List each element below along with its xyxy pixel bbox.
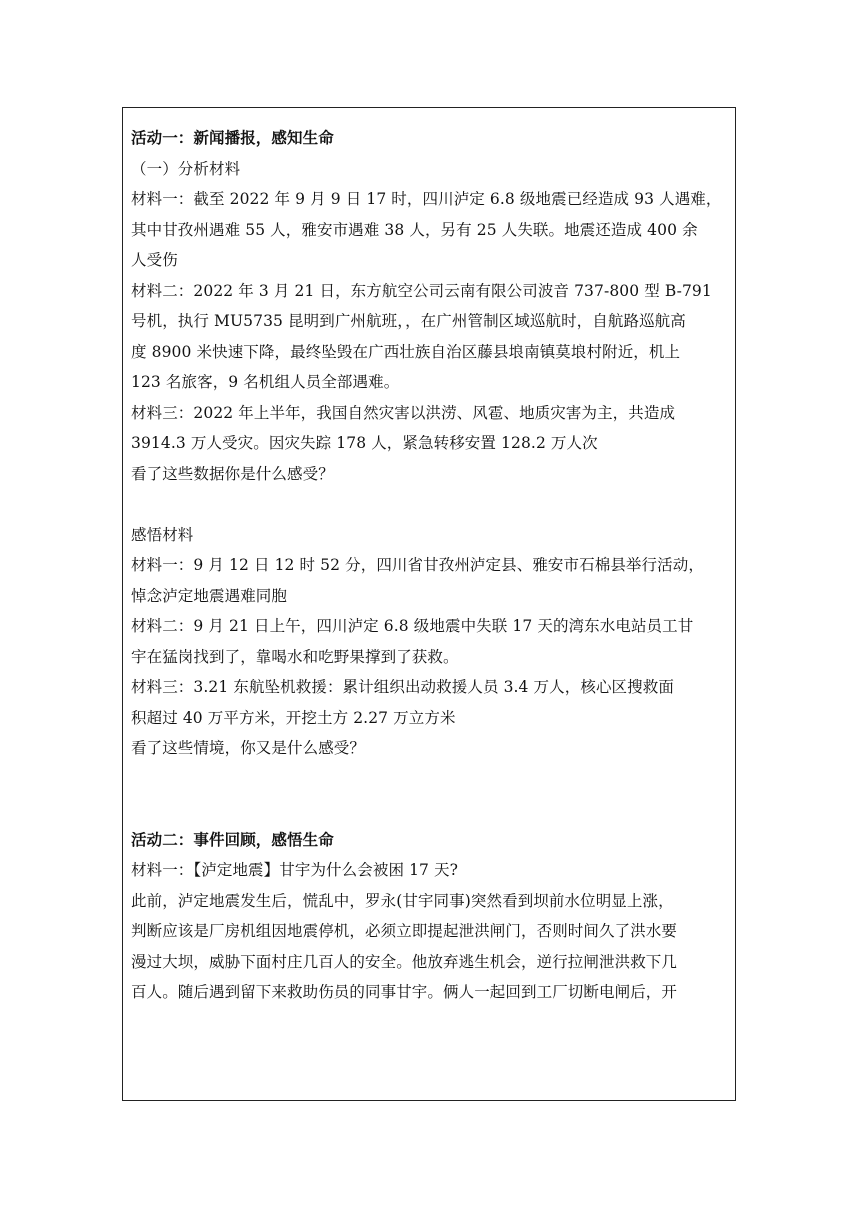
question-1: 看了这些数据你是什么感受？	[131, 464, 334, 483]
text-line: 材料一：截至 2022 年 9 月 9 日 17 时，四川泸定 6.8 级地震已经造成 93 人遇难，	[131, 190, 722, 208]
activity2-paragraph	[131, 886, 731, 1008]
text-line: 材料二：9 月 21 日上午，四川泸定 6.8 级地震中失联 17 天的湾东水电站员工甘	[131, 617, 694, 635]
text-line: 材料三：3.21 东航坠机救援：累计组织出动救援人员 3.4 万人，核心区搜救面	[131, 678, 674, 696]
blank-line	[131, 489, 731, 520]
document-body	[131, 123, 731, 1008]
analyze-material-3	[131, 398, 731, 459]
text-line: 积超过 40 万平方米，开挖土方 2.27 万立方米	[131, 708, 456, 727]
analyze-material-1	[131, 184, 731, 276]
activity1-title: 活动一：新闻播报，感知生命	[131, 128, 334, 147]
text-line: 3914.3 万人受灾。因灾失踪 178 人，紧急转移安置 128.2 万人次	[131, 434, 598, 452]
text-line: 材料三：2022 年上半年，我国自然灾害以洪涝、风雹、地质灾害为主，共造成	[131, 403, 676, 422]
feel-material-3	[131, 672, 731, 733]
text-line: 百人。随后遇到留下来救助伤员的同事甘宇。俩人一起回到工厂切断电闸后，开	[131, 983, 678, 1001]
text-line: 号机，执行 MU5735 昆明到广州航班，，在广州管制区域巡航时，自航路巡航高	[131, 312, 686, 330]
text-line: 漫过大坝，威胁下面村庄几百人的安全。他放弃逃生机会，逆行拉闸泄洪救下几	[131, 952, 678, 971]
feel-material-1	[131, 550, 731, 611]
content-frame	[122, 107, 736, 1101]
analyze-material-2	[131, 276, 731, 398]
blank-lines	[131, 764, 731, 825]
section-title-feel: 感悟材料	[131, 525, 194, 544]
text-line: 度 8900 米快速下降，最终坠毁在广西壮族自治区藤县埌南镇莫埌村附近，机上	[131, 342, 681, 361]
text-line: 人受伤	[131, 251, 178, 269]
text-line: 材料一：9 月 12 日 12 时 52 分，四川省甘孜州泸定县、雅安市石棉县举行活动，	[131, 556, 704, 574]
text-line: 材料二：2022 年 3 月 21 日，东方航空公司云南有限公司波音 737-800 型 B-791	[131, 281, 712, 300]
text-line: 判断应该是厂房机组因地震停机，必须立即提起泄洪闸门，否则时间久了洪水要	[131, 922, 678, 940]
text-line: 此前，泸定地震发生后，慌乱中，罗永(甘宇同事)突然看到坝前水位明显上涨，	[131, 891, 674, 910]
activity2-title: 活动二：事件回顾，感悟生命	[131, 829, 334, 849]
question-2: 看了这些情境，你又是什么感受？	[131, 739, 366, 757]
feel-material-2	[131, 611, 731, 672]
activity2-material-1: 材料一：【泸定地震】甘宇为什么会被困 17 天?	[131, 861, 459, 879]
text-line: 宇在猛岗找到了，靠喝水和吃野果撑到了获救。	[131, 647, 459, 666]
text-line: 悼念泸定地震遇难同胞	[131, 586, 288, 605]
text-line: 123 名旅客，9 名机组人员全部遇难。	[131, 373, 400, 391]
section-title-analyze: （一）分析材料	[131, 159, 241, 178]
text-line: 其中甘孜州遇难 55 人，雅安市遇难 38 人，另有 25 人失联。地震还造成 400 余	[131, 220, 698, 239]
